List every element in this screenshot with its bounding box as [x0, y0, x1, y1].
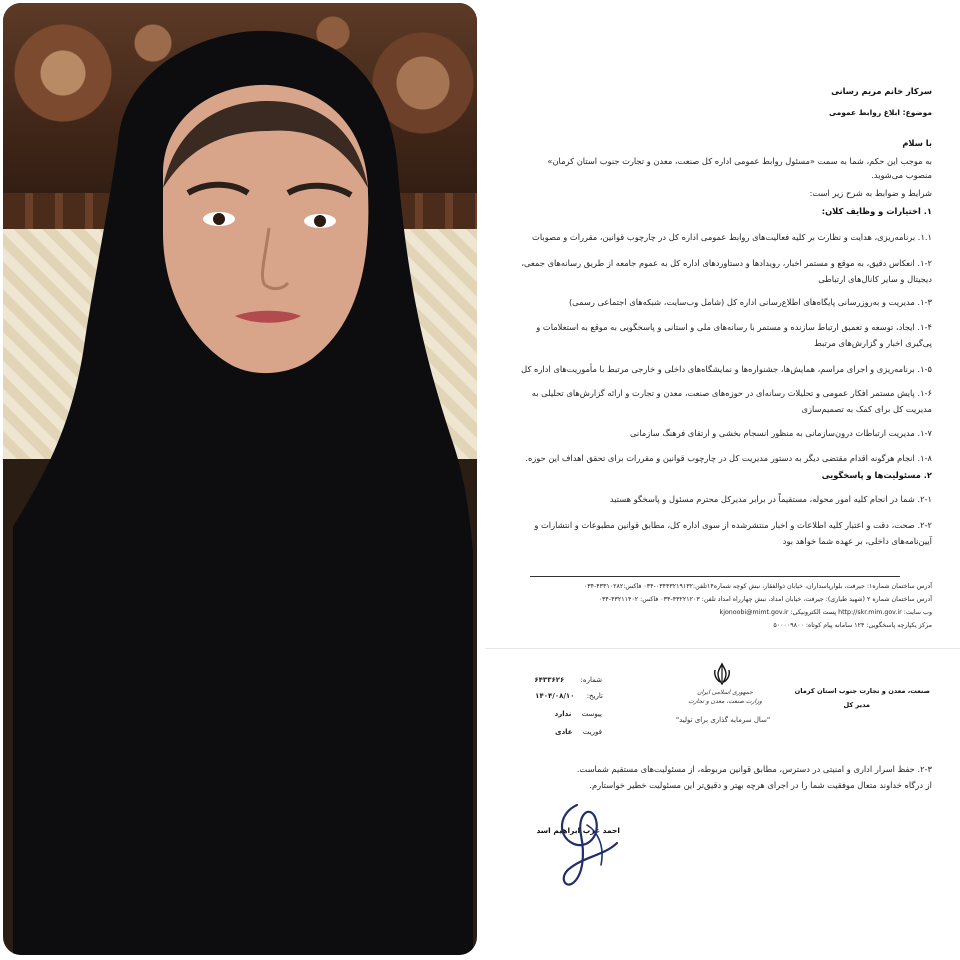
letter-number [530, 676, 602, 684]
footer-call-center: مرکز یکپارچه پاسخگویی: ۱۲۴ سامانه پیام کوتاه: ۵۰۰۰۰۹۸۰۰ [773, 622, 932, 629]
item-1-8: ۱-۸. انجام هرگونه اقدام مقتضی دیگر به دستور مدیریت کل در چارچوب قوانین و مقررات برای تحقق اهداف این حوزه. [525, 453, 932, 463]
page-separator [485, 648, 960, 649]
letter-date [523, 692, 603, 700]
section-2-title: ۲. مسئولیت‌ها و پاسخگویی [821, 470, 932, 480]
item-1-6-cont: مدیریت کل برای کمک به تصمیم‌سازی [801, 404, 932, 414]
item-2-3: ۲-۳. حفظ اسرار اداری و امنیتی در دسترس، مطابق قوانین مربوطه، از مسئولیت‌های مستقیم شماست. [576, 764, 932, 774]
footer-address-2: آدرس ساختمان شماره ۲ (شهید طیاری): جیرفت، خیابان امداد، نبش چهارراه امداد تلفن: ۴۳۲۲۱۲۰۳-۰۳۴ فاکس: ۴۳۲۱۱۴۰۲-۰۳۴ [598, 596, 932, 603]
closing-line: از درگاه خداوند متعال موفقیت شما را در اجرای هرچه بهتر و دقیق‌تر این مسئولیت خطیر خواستارم. [589, 780, 932, 790]
attachment-label: پیوست [581, 710, 602, 718]
signature [547, 795, 627, 890]
attachment-value: ندارد [554, 710, 572, 718]
section-1-title: ۱. اختیارات و وظایف کلان: [821, 206, 932, 216]
item-1-5: ۱-۵. برنامه‌ریزی و اجرای مراسم، همایش‌ها، جشنواره‌ها و نمایشگاه‌های داخلی و خارجی مرتبط با مأموریت‌های اداره کل [521, 364, 932, 374]
item-1-7: ۱-۷. مدیریت ارتباطات درون‌سازمانی به منظور انسجام بخشی و ارتقای فرهنگ سازمانی [630, 428, 932, 438]
org-name: صنعت، معدن و تجارت جنوب استان کرمان [794, 687, 930, 695]
item-2-1: ۲-۱. شما در انجام کلیه امور محوله، مستقیماً در برابر مدیرکل محترم مسئول و پاسخگو هستید [609, 494, 932, 504]
date-label: تاریخ: [586, 692, 603, 700]
item-2-2-cont: آیین‌نامه‌های داخلی، بر عهده شما خواهد بود [782, 536, 932, 546]
footer-website: وب سایت: http://skr.mim.gov.ir پست الکترونیکی: kjonoobi@mimt.gov.ir [719, 609, 932, 616]
ministry-line-2: وزارت صنعت، معدن و تجارت [688, 698, 762, 705]
footer-address-1: آدرس ساختمان شماره۱: جیرفت، بلوارپاسداران، خیابان ذوالفقار، نبش کوچه شماره۱۴تلفن:۰۳۴۴۳۲۱۹۱۳۲-۰۳۴ فاکس:۴۳۳۱۰۲۸۲-۰۳۴ [583, 583, 932, 590]
person-figure [13, 23, 473, 955]
date-value: ۱۴۰۴/۰۸/۱۰ [535, 692, 575, 700]
ministry-logo-text [680, 688, 770, 706]
letter-attachment [530, 710, 602, 718]
item-1-2-cont: دیجیتال و سایر کانال‌های ارتباطی [818, 274, 932, 284]
urgency-label: فوریت [582, 728, 602, 736]
recipient: سرکار خانم مریم رسانی [831, 86, 932, 96]
portrait-photo [3, 3, 477, 955]
item-1-1: ۱.۱. برنامه‌ریزی، هدایت و نظارت بر کلیه فعالیت‌های روابط عمومی اداره کل در چارچوب قوانین، مقررات و مصوبات [532, 232, 932, 242]
year-slogan: "سال سرمایه گذاری برای تولید" [675, 716, 771, 724]
item-1-6: ۱-۶. پایش مستمر افکار عمومی و تحلیلات رسانه‌ای در حوزه‌های صنعت، معدن و تجارت و ارائه گزارش‌های تحلیلی به [531, 388, 932, 398]
intro-line-1: به موجب این حکم، شما به سمت «مسئول روابط عمومی اداره کل صنعت، معدن و تجارت جنوب استان کرمان» [547, 156, 932, 166]
conditions: شرایط و ضوابط به شرح زیر است: [809, 188, 932, 198]
footer-divider [530, 576, 900, 577]
item-1-2: ۱-۲. انعکاس دقیق، به موقع و مستمر اخبار، رویدادها و دستاوردهای اداره کل به عموم جامعه از طریق رسانه‌های جمعی، [521, 258, 932, 268]
org-title: مدیر کل [843, 701, 870, 709]
signer-name: احمد عرب ابراهیم اسد [536, 826, 620, 835]
subject: موضوع: ابلاغ روابط عمومی [829, 108, 932, 117]
item-1-4: ۱-۴. ایجاد، توسعه و تعمیق ارتباط سازنده و مستمر با رسانه‌های ملی و استانی و پاسخگویی به موقع به استعلامات و [536, 322, 932, 332]
appointment-letter [485, 0, 960, 960]
item-2-2: ۲-۲. صحت، دقت و اعتبار کلیه اطلاعات و اخبار منتشرشده از سوی اداره کل، مطابق قوانین مطبوعات و انتشارات و [534, 520, 932, 530]
iran-emblem-icon [710, 662, 734, 686]
greeting: با سلام [902, 138, 932, 148]
item-1-3: ۱-۳. مدیریت و به‌روزرسانی پایگاه‌های اطلاع‌رسانی اداره کل (شامل وب‌سایت، شبکه‌های اجتماعی رسمی) [568, 297, 932, 307]
ministry-line-1: جمهوری اسلامی ایران [697, 689, 753, 696]
letter-urgency [530, 728, 602, 736]
intro-line-2: منصوب می‌شوید. [871, 170, 932, 180]
item-1-4-cont: پی‌گیری اخبار و گزارش‌های مرتبط [814, 338, 932, 348]
number-label: شماره: [580, 676, 602, 684]
urgency-value: عادی [555, 728, 573, 736]
number-value: ۶۴۳۳۶۲۶ [534, 676, 565, 684]
